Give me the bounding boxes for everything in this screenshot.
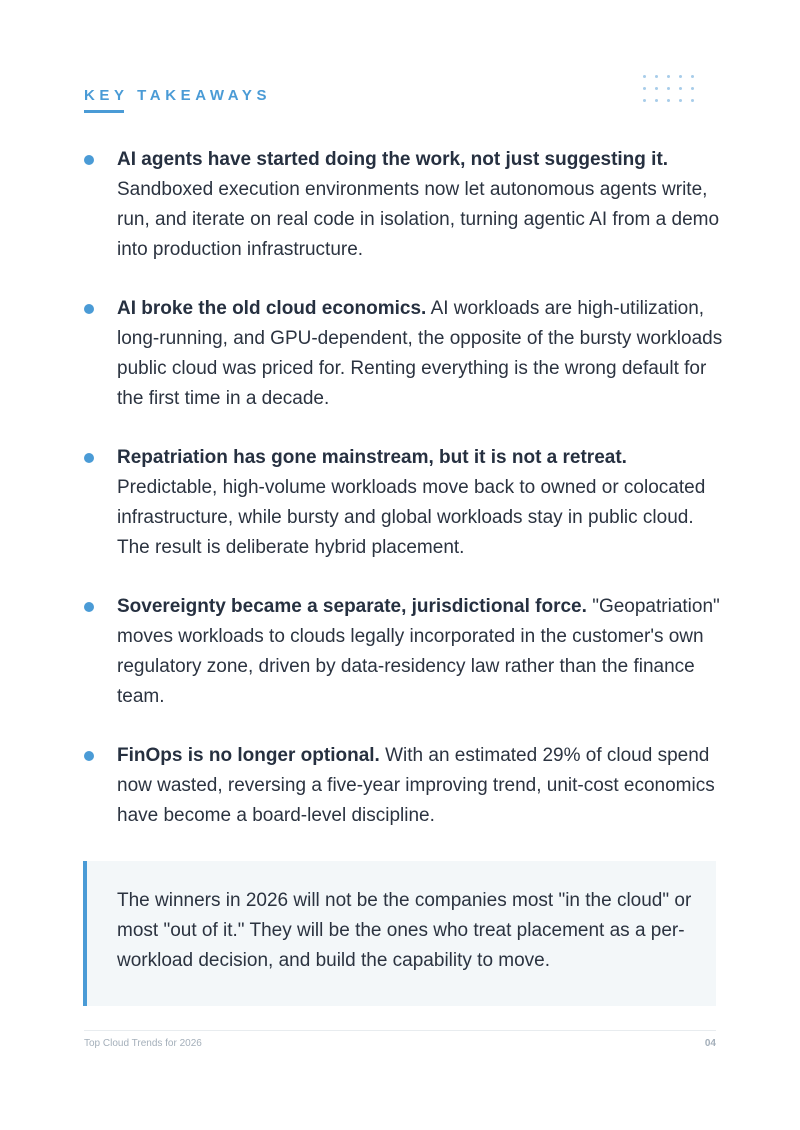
takeaway-body: AI workloads are high-utilization, long-running, and GPU-dependent, the opposite of the bursty workloads public cloud was priced for. Renting everything is the wrong default for the first time in a decade.: [117, 298, 723, 409]
takeaways-list: [84, 145, 724, 860]
takeaway-item: [84, 592, 724, 712]
bullet-icon: [84, 453, 94, 463]
heading-underline: [84, 110, 124, 113]
takeaway-title: Sovereignty became a separate, jurisdictional force.: [117, 596, 587, 617]
takeaway-item: [84, 294, 724, 414]
callout-box: [83, 861, 716, 1006]
takeaway-title: Repatriation has gone mainstream, but it is not a retreat.: [117, 447, 627, 468]
takeaway-title: AI broke the old cloud economics.: [117, 298, 427, 319]
takeaway-item: [84, 443, 724, 563]
footer-title: Top Cloud Trends for 2026: [84, 1038, 202, 1049]
takeaway-body: Predictable, high-volume workloads move back to owned or colocated infrastructure, while bursty and global workloads stay in public cloud. The result is deliberate hybrid placement.: [117, 477, 706, 558]
section-heading: KEY TAKEAWAYS: [84, 87, 272, 104]
bullet-icon: [84, 602, 94, 612]
bullet-icon: [84, 751, 94, 761]
decorative-dot-grid: [643, 75, 701, 105]
callout-text: The winners in 2026 will not be the companies most "in the cloud" or most "out of it." They will be the ones who treat placement as a per-workload decision, and build the capability to move.: [117, 890, 692, 971]
takeaway-body: "Geopatriation" moves workloads to clouds legally incorporated in the customer's own regulatory zone, driven by data-residency law rather than the finance team.: [117, 596, 720, 707]
footer-divider: [84, 1030, 716, 1031]
takeaway-item: [84, 145, 724, 265]
takeaway-item: [84, 741, 724, 831]
takeaway-title: AI agents have started doing the work, not just suggesting it.: [117, 149, 669, 170]
bullet-icon: [84, 155, 94, 165]
takeaway-body: With an estimated 29% of cloud spend now wasted, reversing a five-year improving trend, unit-cost economics have become a board-level discipline.: [117, 745, 715, 826]
page-number: 04: [704, 1038, 716, 1049]
takeaway-body: Sandboxed execution environments now let autonomous agents write, run, and iterate on real code in isolation, turning agentic AI from a demo into production infrastructure.: [117, 179, 720, 260]
bullet-icon: [84, 304, 94, 314]
takeaway-title: FinOps is no longer optional.: [117, 745, 380, 766]
